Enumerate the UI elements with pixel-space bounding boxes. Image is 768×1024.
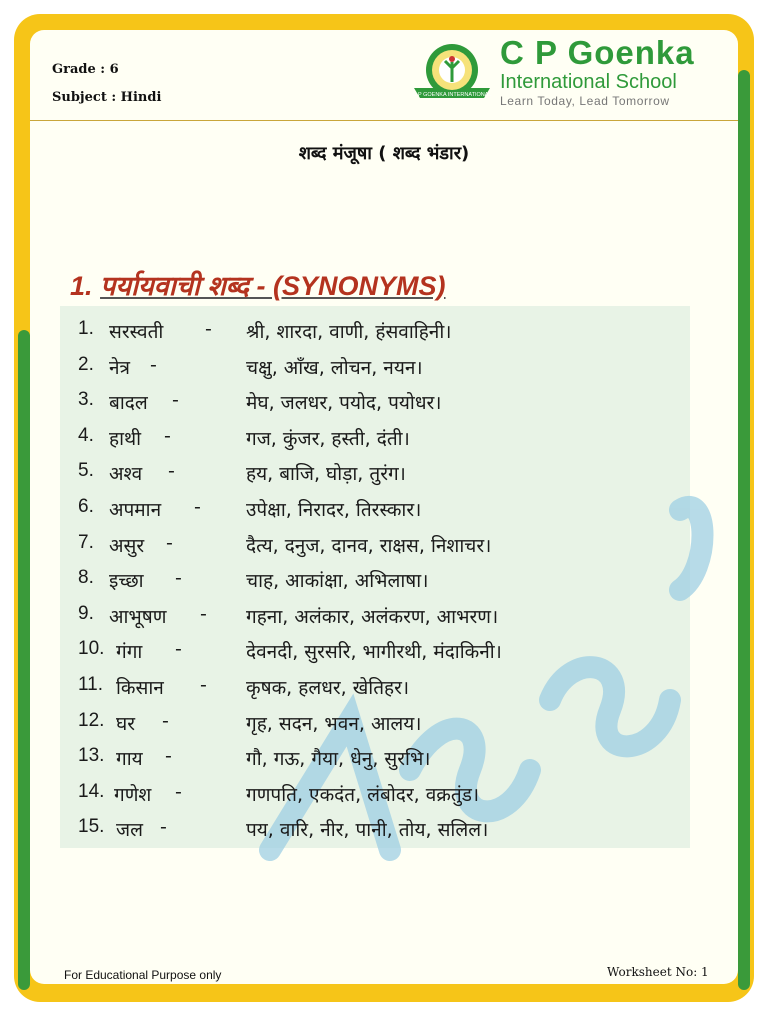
school-emblem-icon (410, 38, 494, 104)
page-frame-green-right (738, 70, 750, 990)
synonym-row (60, 561, 690, 597)
row-number: 5. (78, 460, 94, 482)
headword: बादल (109, 392, 148, 415)
synonym-row (60, 490, 690, 526)
synonym-text: चक्षु, आँख, लोचन, नयन। (246, 356, 423, 379)
headword: अपमान (109, 498, 162, 521)
row-dash: - (164, 424, 171, 447)
headword: गणेश (114, 783, 152, 806)
synonym-row (60, 739, 690, 775)
page-title: शब्द मंजूषा ( शब्द भंडार) (298, 143, 470, 164)
headword: गंगा (116, 641, 143, 664)
row-number: 4. (78, 424, 94, 446)
synonym-row (60, 668, 690, 704)
headword: जल (116, 819, 143, 842)
row-number: 15. (78, 816, 105, 838)
row-number: 9. (78, 602, 94, 624)
synonym-row (60, 419, 690, 455)
header-divider (30, 120, 738, 121)
headword: सरस्वती (109, 321, 164, 343)
subject-label: Subject : Hindi (52, 90, 162, 105)
row-number: 10. (78, 638, 105, 660)
row-number: 14. (78, 780, 105, 802)
headword: किसान (116, 676, 164, 699)
synonym-row (60, 454, 690, 490)
row-number: 12. (78, 709, 105, 731)
synonym-text: गहना, अलंकार, अलंकरण, आभरण। (246, 605, 499, 628)
row-dash: - (168, 460, 175, 483)
section-heading-number: 1. (70, 271, 101, 301)
row-dash: - (166, 531, 173, 554)
synonym-row (60, 632, 690, 668)
synonym-row (60, 704, 690, 740)
row-number: 11. (78, 673, 104, 695)
row-dash: - (205, 318, 212, 340)
headword: आभूषण (109, 605, 167, 628)
synonym-row (60, 526, 690, 562)
synonym-text: श्री, शारदा, वाणी, हंसवाहिनी। (246, 321, 452, 343)
synonym-text: हय, बाजि, घोड़ा, तुरंग। (246, 463, 406, 486)
synonym-text: गणपति, एकदंत, लंबोदर, वक्रतुंड। (246, 783, 480, 806)
page-frame-green-left (18, 330, 30, 990)
row-dash: - (175, 567, 182, 590)
synonym-text: चाह, आकांक्षा, अभिलाषा। (246, 570, 429, 593)
synonyms-list (60, 312, 690, 846)
row-dash: - (194, 495, 201, 518)
synonym-row (60, 597, 690, 633)
row-number: 2. (78, 353, 94, 375)
headword: हाथी (109, 427, 142, 450)
headword: नेत्र (109, 356, 131, 379)
synonym-text: मेघ, जलधर, पयोद, पयोधर। (246, 392, 442, 415)
school-name: C P Goenka (500, 34, 695, 71)
school-type: International School (500, 71, 677, 93)
headword: असुर (109, 534, 145, 557)
synonym-row (60, 775, 690, 811)
headword: अश्व (109, 463, 143, 486)
row-number: 1. (78, 318, 94, 339)
row-number: 3. (78, 389, 94, 411)
row-dash: - (172, 389, 179, 412)
worksheet-number: Worksheet No: 1 (607, 965, 709, 979)
row-number: 7. (78, 531, 94, 553)
synonym-text: दैत्य, दनुज, दानव, राक्षस, निशाचर। (246, 534, 492, 557)
synonym-text: गौ, गऊ, गैया, धेनु, सुरभि। (246, 748, 431, 771)
row-number: 6. (78, 495, 94, 517)
emblem-text: C P GOENKA INTERNATIONAL (412, 92, 492, 98)
row-dash: - (160, 816, 167, 839)
headword: इच्छा (109, 570, 144, 593)
row-dash: - (165, 745, 172, 768)
headword: घर (116, 712, 136, 735)
synonym-text: कृषक, हलधर, खेतिहर। (246, 676, 410, 699)
synonym-row (60, 348, 690, 384)
headword: गाय (116, 748, 143, 771)
synonym-text: देवनदी, सुरसरि, भागीरथी, मंदाकिनी। (246, 641, 502, 664)
school-tagline: Learn Today, Lead Tomorrow (500, 94, 670, 108)
row-dash: - (150, 353, 157, 376)
synonym-row (60, 312, 690, 348)
synonym-text: उपेक्षा, निरादर, तिरस्कार। (246, 498, 422, 521)
grade-label: Grade : 6 (52, 62, 119, 77)
row-number: 13. (78, 745, 105, 767)
synonym-text: पय, वारि, नीर, पानी, तोय, सलिल। (246, 819, 489, 842)
footer-disclaimer: For Educational Purpose only (64, 968, 222, 982)
synonym-text: गृह, सदन, भवन, आलय। (246, 712, 422, 735)
row-dash: - (175, 638, 182, 661)
section-heading (70, 266, 446, 303)
synonym-row (60, 810, 690, 846)
row-number: 8. (78, 567, 94, 589)
row-dash: - (175, 780, 182, 803)
synonym-text: गज, कुंजर, हस्ती, दंती। (246, 427, 410, 450)
row-dash: - (162, 709, 169, 732)
synonym-row (60, 383, 690, 419)
row-dash: - (200, 673, 207, 696)
row-dash: - (200, 602, 207, 625)
section-heading-text: पर्यायवाची शब्द - (SYNONYMS) (100, 271, 446, 301)
